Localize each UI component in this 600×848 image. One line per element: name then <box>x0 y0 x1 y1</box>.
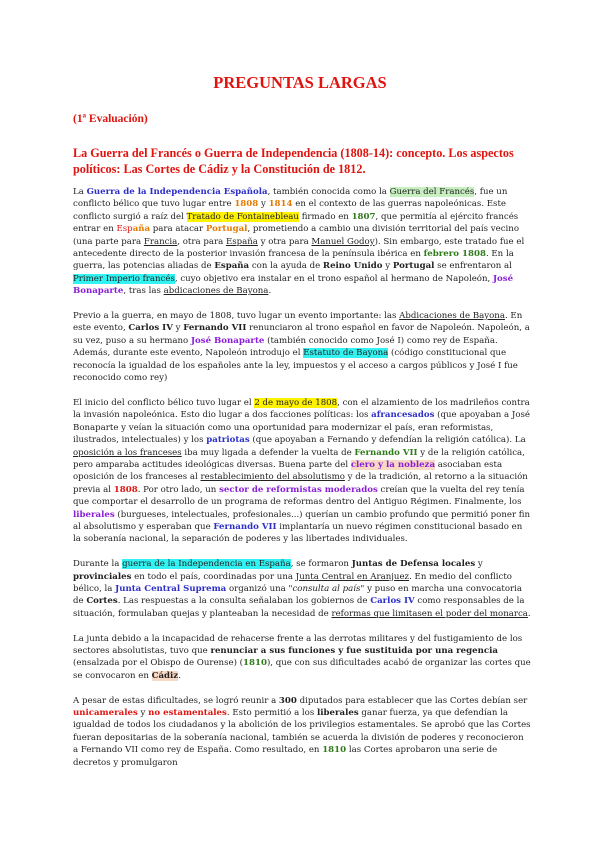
paragraph-2: Previo a la guerra, en mayo de 1808, tuvo lugar un evento importante: las Abdicaciones de Bayona. En este evento, Carlos IV y Fernando VII renunciaron al trono español en favor de Napoleón. Napoleón, a su vez, puso a su hermano José Bonaparte (también conocido como José I) como rey de España. Además, durante este evento, Napoleón introdujo el Estatuto de Bayona (código constitucional que reconocía la igualdad de los españoles ante la ley, impuestos y el acceso a cargos públicos y José I fue reconocido como rey) <box>73 311 530 384</box>
question-heading: La Guerra del Francés o Guerra de Independencia (1808-14): concepto. Los aspectos políticos: Las Cortes de Cádiz y la Constitución de 1812. <box>73 146 514 176</box>
paragraph-6: A pesar de estas dificultades, se logró reunir a 300 diputados para establecer que las Cortes debían ser unicamerales y no estamentales. Esto permitió a los liberales ganar fuerza, ya que defendían la igualdad de todos los ciudadanos y la abolición de los privilegios estamentales. Se aprobó que las Cortes fueran depositarias de la soberanía nacional, también se acuerda la división de poderes y reconocieron a Fernando VII como rey de España. Como resultado, en 1810 las Cortes aprobaron una serie de decretos y promulgaron <box>73 695 531 768</box>
page-title: PREGUNTAS LARGAS <box>213 73 387 92</box>
paragraph-1: La Guerra de la Independencia Española, también conocida como la Guerra del Francés, fue un conflicto bélico que tuvo lugar entre 1808 y 1814 en el contexto de las guerras napoleónicas. Este conflicto surgió a raíz del Tratado de Fontainebleau firmado en 1807, que permitía al ejército francés entrar en España para atacar Portugal, prometiendo a cambio una división territorial del país vecino (una parte para Francia, otra para España y otra para Manuel Godoy). Sin embargo, este tratado fue el antecedente directo de la posterior invasión francesa de la península ibérica en febrero 1808. En la guerra, las potencias aliadas de España con la ayuda de Reino Unido y Portugal se enfrentaron al Primer Imperio francés, cuyo objetivo era instalar en el trono español al hermano de Napoleón, José Bonaparte, tras las abdicaciones de Bayona. <box>73 187 525 297</box>
paragraph-5: La junta debido a la incapacidad de rehacerse frente a las derrotas militares y del fustigamiento de los sectores absolutistas, tuvo que renunciar a sus funciones y fue sustituida por una regencia (ensalzada por el Obispo de Ourense) (1810), que con sus dificultades acabó de organizar las cortes que se convocaron en Cádiz. <box>73 633 531 681</box>
paragraph-3: El inicio del conflicto bélico tuvo lugar el 2 de mayo de 1808, con el alzamiento de los madrileños contra la invasión napoleónica. Esto dio lugar a dos facciones políticas: los afrancesados (que apoyaban a José Bonaparte y veían la situación como una oportunidad para modernizar el país, eran reformistas, ilustrados, intelectuales) y los patriotas (que apoyaban a Fernando y defendían la religión católica). La oposición a los franceses iba muy ligada a defender la vuelta de Fernando VII y de la religión católica, pero amparaba actitudes ideológicas diversas. Buena parte del clero y la nobleza asociaban esta oposición de los franceses al restablecimiento del absolutismo y de la tradición, al retorno a la situación previa al 1808. Por otro lado, un sector de reformistas moderados creían que la vuelta del rey tenía que comportar el desarrollo de un programa de reformas dentro del Antiguo Régimen. Finalmente, los liberales (burgueses, intelectuales, profesionales...) querían un cambio profundo que permitió poner fin al absolutismo y esperaban que Fernando VII implantaría un nuevo régimen constitucional basado en la soberanía nacional, la separación de poderes y las libertades individuales. <box>73 397 531 545</box>
evaluation-label: (1ª Evaluación) <box>73 113 148 125</box>
paragraph-4: Durante la guerra de la Independencia en España, se formaron Juntas de Defensa locales y provinciales en todo el país, coordinadas por una Junta Central en Aranjuez. En medio del conflicto bélico, la Junta Central Suprema organizó una "consulta al país" y puso en marcha una convocatoria de Cortes. Las respuestas a la consulta señalaban los gobiernos de Carlos IV como responsables de la situación, formulaban quejas y planteaban la necesidad de reformas que limitasen el poder del monarca. <box>73 559 531 619</box>
document-body <box>73 186 531 781</box>
